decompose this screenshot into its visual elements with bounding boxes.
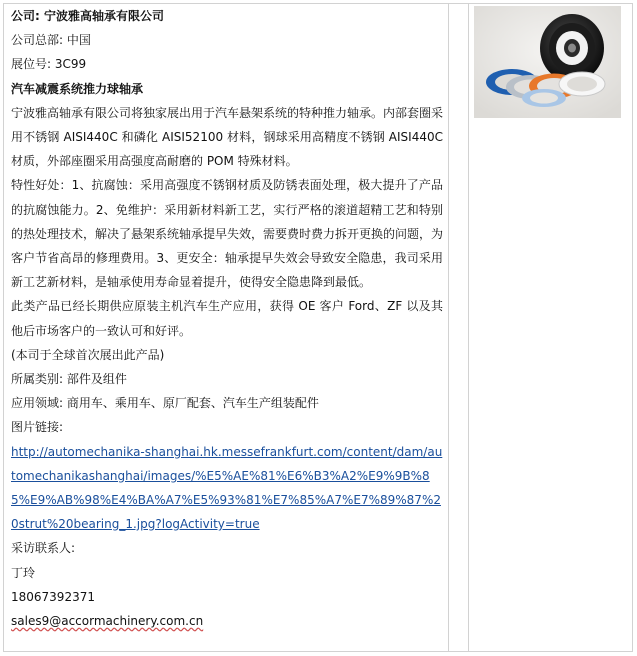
company-name: 宁波雅高轴承有限公司 [44, 9, 165, 23]
category-label: 所属类别: [11, 371, 64, 386]
first-exhibit-note: (本司于全球首次展出此产品) [11, 347, 165, 362]
contact-email-row [11, 609, 443, 633]
headquarters-value: 中国 [66, 33, 91, 48]
booth-value: 3C99 [54, 57, 87, 72]
product-title: 汽车减震系统推力球轴承 [11, 81, 144, 96]
headquarters-label: 公司总部: [11, 33, 64, 48]
contact-email: sales9@accormachinery.com.cn [11, 613, 204, 628]
headquarters-row [11, 28, 443, 52]
application-field-value: 商用车、乘用车、原厂配套、汽车生产组装配件 [66, 396, 319, 411]
contact-phone: 18067392371 [11, 589, 95, 604]
booth-label: 展位号: [11, 57, 52, 72]
category-row [11, 367, 443, 391]
product-features: 特性好处：1、抗腐蚀：采用高强度不锈钢材质及防锈表面处理，极大提升了产品的抗腐蚀能力。2、免维护：采用新材料新工艺，实行严格的滚道超精工艺和特别的热处理技术，解决了悬架系统轴承提早失效，需要费时费力拆开更换的问题，为客户节省高昂的修理费用。3、更安全：轴承提早失效会导致安全隐患，我司采用新工艺新材料，是轴承使用寿命显着提升，使得安全隐患降到最低。 [11, 178, 444, 290]
article-content [11, 4, 443, 633]
contact-label: 采访联系人: [11, 541, 76, 556]
application-field-label: 应用领域: [11, 396, 64, 411]
booth-row [11, 52, 443, 76]
image-link[interactable]: http://automechanika-shanghai.hk.messefrankfurt.com/content/dam/automechanikashanghai/images/%E5%AE%81%E6%B3%A2%E9%9B%85%E9%AB%98%E4%BA%A7%E5%93%81%E7%85%A7%E7%89%87%20strut%20bearing_1.jpg?logActivity=true [11, 444, 443, 532]
image-link-label: 图片链接: [11, 420, 64, 435]
bearing-product-photo [474, 6, 621, 118]
application-note: 此类产品已经长期供应原装主机汽车生产应用，获得 OE 客户 Ford、ZF 以及其他后市场客户的一致认可和好评。 [11, 299, 443, 338]
application-field-row [11, 391, 443, 415]
company-row [11, 4, 443, 28]
spacer-column [449, 3, 469, 652]
product-description: 宁波雅高轴承有限公司将独家展出用于汽车悬架系统的特种推力轴承。内部套圈采用不锈钢 AISI440C 和磷化 AISI52100 材料，钢球采用高精度不锈钢 AISI440C 材质，外部座圈采用高强度高耐磨的 POM 特殊材料。 [11, 105, 444, 169]
bearing-icon [474, 6, 621, 118]
contact-name: 丁玲 [11, 565, 36, 580]
category-value: 部件及组件 [66, 371, 127, 386]
company-label: 公司: [11, 9, 40, 23]
